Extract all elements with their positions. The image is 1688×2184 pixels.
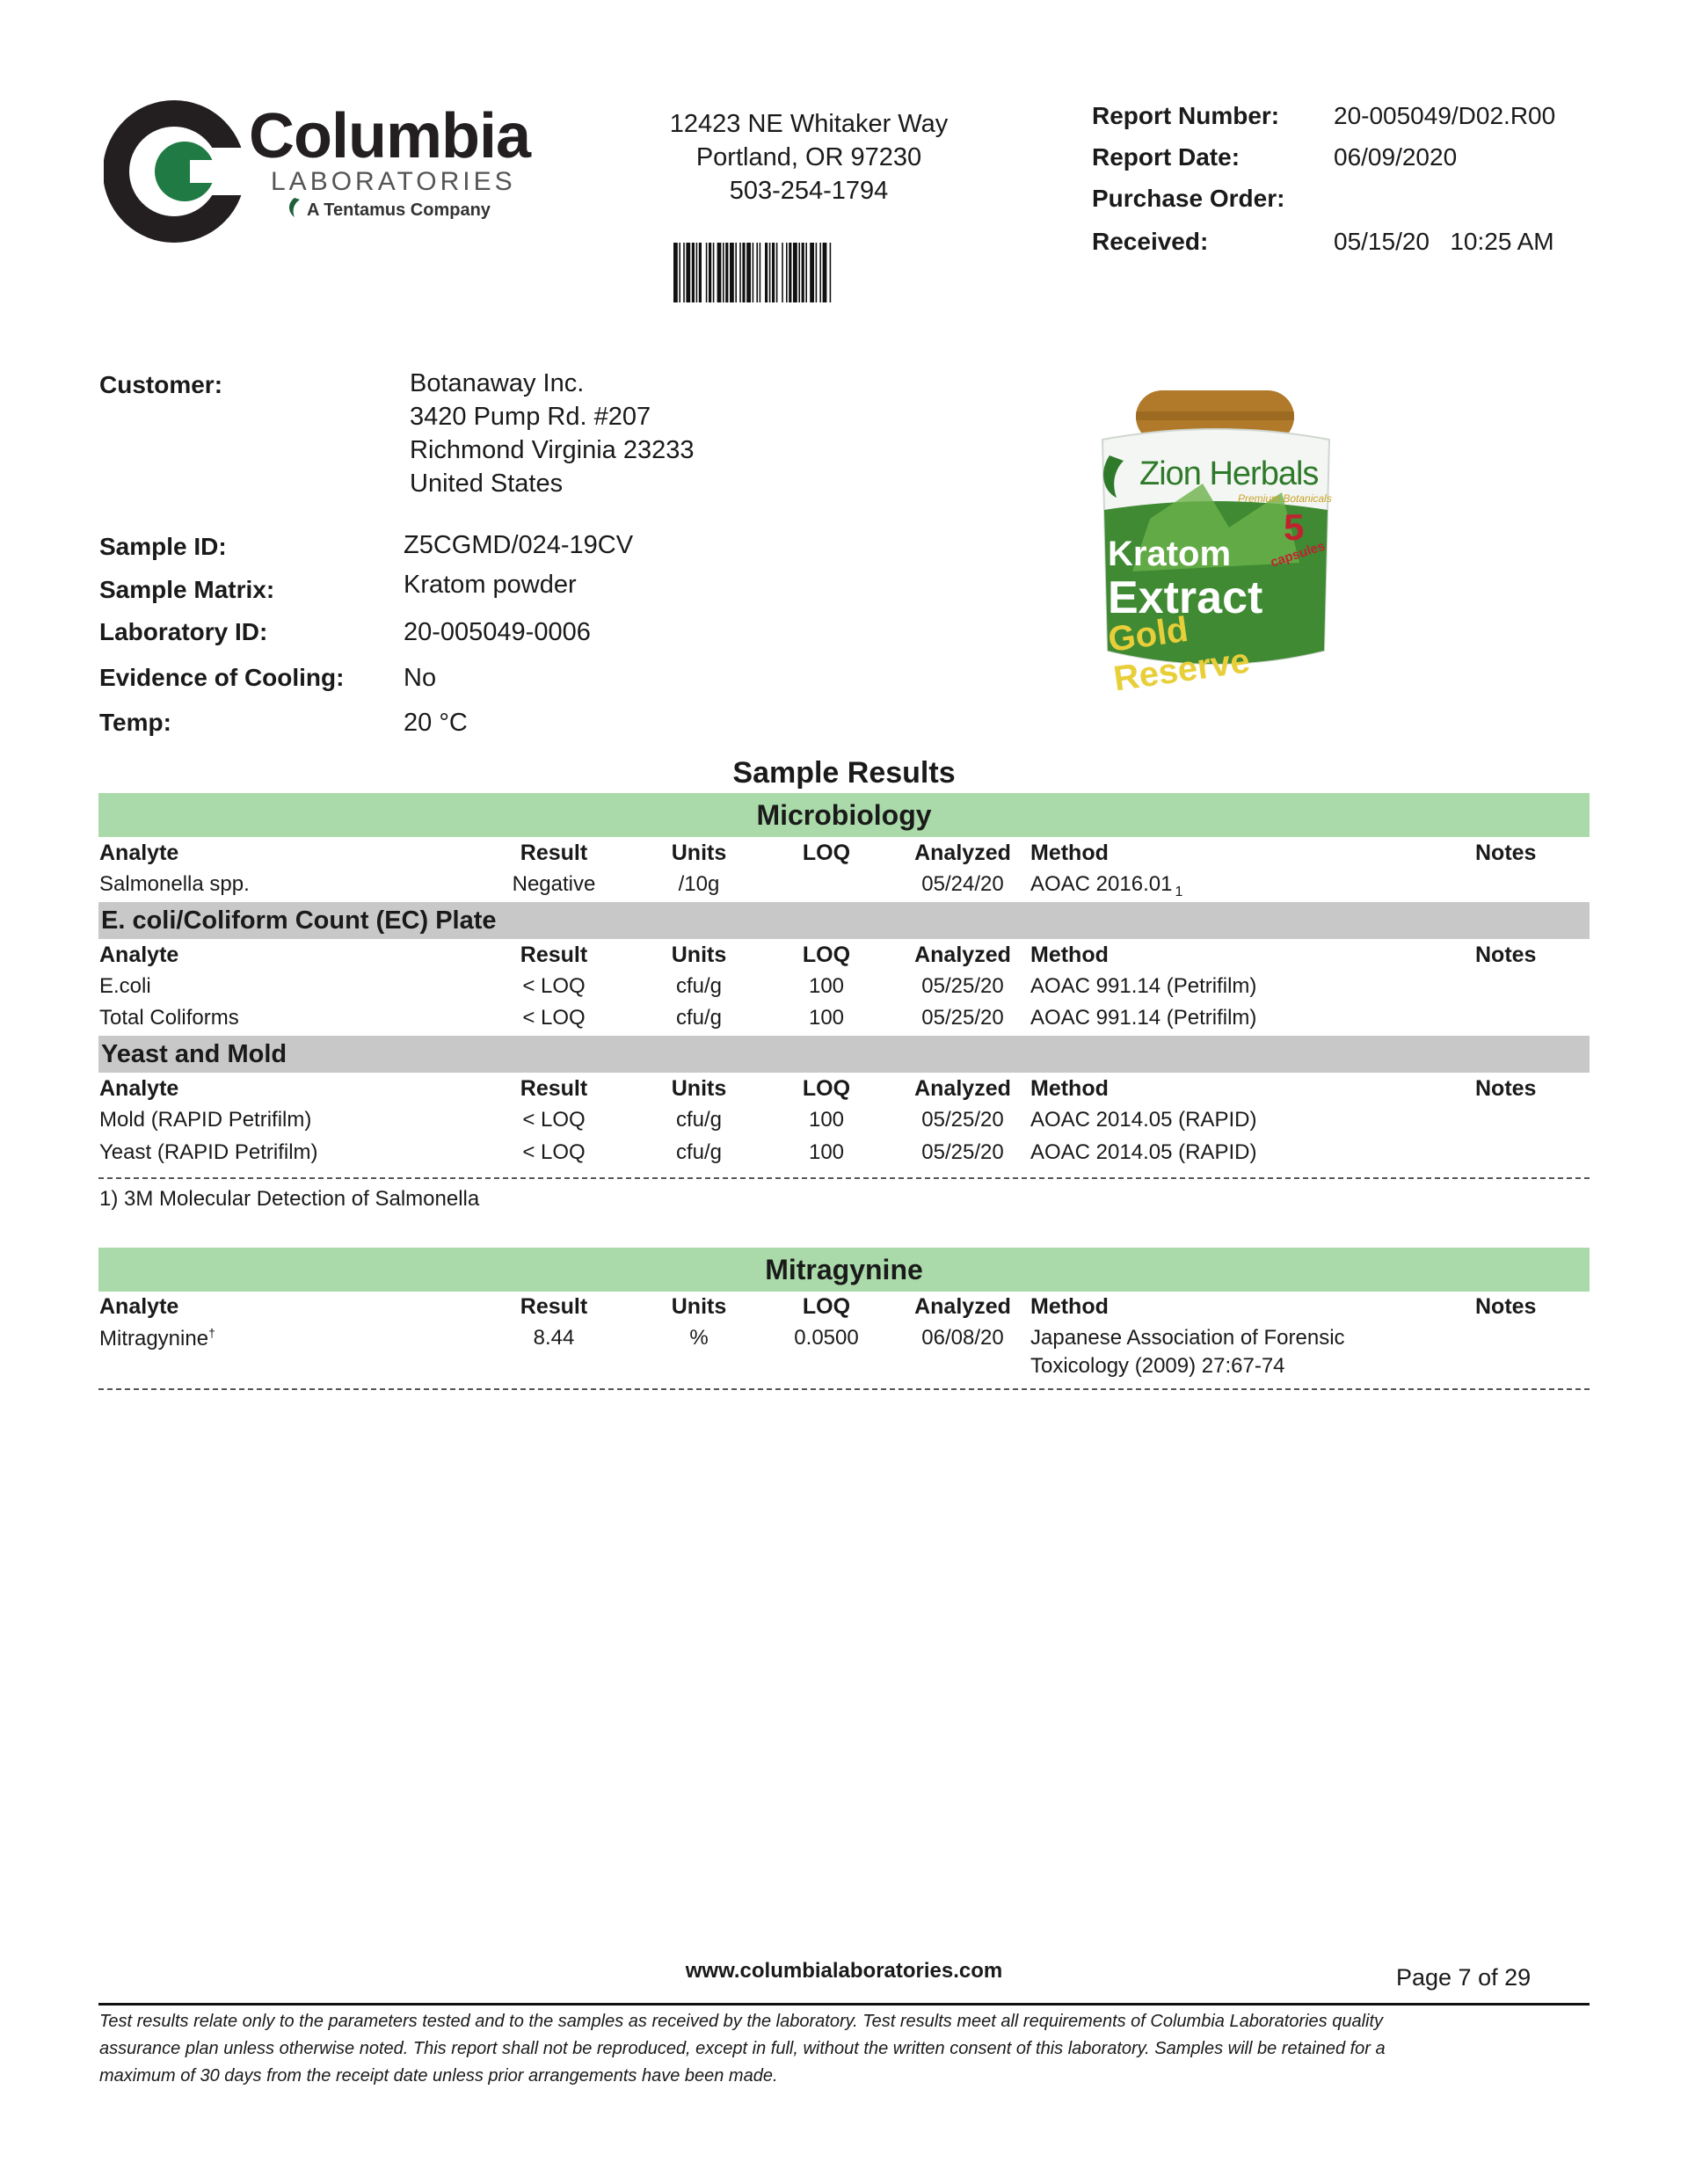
microbiology-header: Microbiology: [98, 793, 1590, 837]
barcode: [673, 243, 906, 302]
method-cell: [1030, 872, 1182, 900]
col-analyzed: Analyzed: [914, 841, 1011, 865]
logo-subtitle: LABORATORIES: [271, 167, 516, 196]
temp-label: Temp:: [99, 709, 171, 736]
units-cell: cfu/g: [675, 1006, 723, 1030]
ecoli-title: E. coli/Coliform Count (EC) Plate: [101, 906, 497, 935]
barcode-bar: [823, 243, 827, 302]
col-units: Units: [671, 841, 727, 865]
barcode-bar: [696, 243, 698, 302]
barcode-bar: [739, 243, 741, 302]
col-method: Method: [1030, 841, 1109, 865]
barcode-bar: [776, 243, 778, 302]
col-analyzed: Analyzed: [914, 943, 1011, 967]
method-cell: AOAC 2014.05 (RAPID): [1030, 1108, 1257, 1132]
laboratory-id-value: 20-005049-0006: [404, 618, 591, 646]
loq-cell: 100: [808, 1006, 845, 1030]
barcode-bar: [789, 243, 791, 302]
barcode-bar: [709, 243, 711, 302]
units-cell: cfu/g: [675, 1108, 723, 1132]
analyte-cell: Salmonella spp.: [99, 872, 250, 896]
product-photo: [1097, 387, 1335, 699]
col-loq: LOQ: [802, 943, 851, 967]
method-footnote-ref: 1: [1175, 884, 1183, 899]
ecoli-header: [98, 902, 1590, 939]
result-cell: < LOQ: [522, 1006, 586, 1030]
mitragynine-header: Mitragynine: [98, 1248, 1590, 1292]
col-result: Result: [520, 1294, 588, 1319]
loq-cell: 100: [808, 1140, 845, 1164]
address-street: 12423 NE Whitaker Way: [669, 110, 949, 138]
disclaimer-line-3: maximum of 30 days from the receipt date unless prior arrangements have been made.: [99, 2066, 778, 2086]
barcode-bar: [760, 243, 761, 302]
table-row: [0, 1006, 1688, 1034]
mitragynine-column-headers: [0, 1294, 1688, 1322]
barcode-bar: [746, 243, 751, 302]
method-line-1: Japanese Association of Forensic: [1030, 1326, 1345, 1350]
analyte-text: Mitragynine: [99, 1327, 209, 1350]
col-analyzed: Analyzed: [914, 1294, 1011, 1319]
analyte-cell: E.coli: [99, 974, 151, 998]
loq-cell: 0.0500: [794, 1326, 859, 1350]
footer-rule: [98, 2003, 1590, 2006]
col-analyte: Analyte: [99, 841, 179, 865]
yeast-mold-title: Yeast and Mold: [101, 1040, 287, 1068]
table-row: [0, 974, 1688, 1002]
table-row: [0, 1108, 1688, 1136]
barcode-bar: [819, 243, 821, 302]
barcode-bar: [830, 243, 832, 302]
disclaimer-line-2: assurance plan unless otherwise noted. This report shall not be reproduced, except in full, without the written consent of this laboratory. Samples will be retained for a: [99, 2039, 1386, 2058]
loq-cell: 100: [808, 974, 845, 998]
analyzed-cell: 05/25/20: [921, 1140, 1004, 1164]
col-result: Result: [520, 841, 588, 865]
barcode-bar: [683, 243, 685, 302]
barcode-bar: [686, 243, 690, 302]
method-cell: AOAC 2014.05 (RAPID): [1030, 1140, 1257, 1164]
barcode-bar: [810, 243, 814, 302]
barcode-bar: [793, 243, 797, 302]
product-line2: Extract: [1108, 572, 1263, 623]
customer-label: Customer:: [99, 371, 223, 398]
cooling-value: No: [404, 664, 437, 692]
col-analyte: Analyte: [99, 943, 179, 967]
logo-name: Columbia: [249, 101, 531, 171]
yeast-mold-header: [98, 1036, 1590, 1073]
table-row: [0, 1326, 1688, 1384]
report-number-value: 20-005049/D02.R00: [1334, 102, 1556, 129]
result-cell: < LOQ: [522, 1108, 586, 1132]
laboratory-id-label: Laboratory ID:: [99, 618, 268, 645]
company-logo: [104, 97, 535, 255]
analyte-dagger: †: [208, 1326, 215, 1340]
barcode-bar: [798, 243, 800, 302]
address-city: Portland, OR 97230: [695, 143, 922, 171]
page-number: Page 7 of 29: [1396, 1964, 1532, 1991]
barcode-bar: [692, 243, 695, 302]
result-cell: 8.44: [533, 1326, 575, 1350]
barcode-bar: [772, 243, 775, 302]
result-cell: Negative: [512, 872, 596, 896]
barcode-bar: [786, 243, 788, 302]
product-brand: Zion Herbals: [1139, 455, 1319, 492]
col-units: Units: [671, 943, 727, 967]
col-notes: Notes: [1475, 1294, 1537, 1319]
col-notes: Notes: [1475, 1076, 1537, 1101]
col-units: Units: [671, 1294, 727, 1319]
col-units: Units: [671, 1076, 727, 1101]
logo-tagline: A Tentamus Company: [307, 200, 491, 220]
ecoli-column-headers: [0, 943, 1688, 971]
loq-cell: 100: [808, 1108, 845, 1132]
purchase-order-label: Purchase Order:: [1092, 185, 1285, 212]
lab-address: [615, 107, 1002, 207]
temp-value: 20 °C: [404, 709, 468, 737]
col-result: Result: [520, 943, 588, 967]
units-cell: cfu/g: [675, 974, 723, 998]
col-analyzed: Analyzed: [914, 1076, 1011, 1101]
barcode-bar: [713, 243, 715, 302]
col-method: Method: [1030, 1076, 1109, 1101]
col-notes: Notes: [1475, 841, 1537, 865]
units-cell: /10g: [678, 872, 720, 896]
barcode-bar: [782, 243, 783, 302]
disclaimer-line-1: Test results relate only to the parameters tested and to the samples as received by the laboratory. Test results meet all requirements of Columbia Laboratories quality: [99, 2012, 1384, 2031]
product-count: 5: [1284, 506, 1305, 548]
cooling-label: Evidence of Cooling:: [99, 664, 345, 691]
col-analyte: Analyte: [99, 1294, 179, 1319]
method-text: AOAC 2016.01: [1030, 872, 1173, 896]
sample-matrix-value: Kratom powder: [404, 571, 577, 599]
analyte-cell: [99, 1326, 215, 1351]
sample-matrix-label: Sample Matrix:: [99, 576, 275, 603]
columbia-c-icon: [104, 97, 244, 246]
customer-city: Richmond Virginia 23233: [410, 436, 695, 464]
customer-country: United States: [410, 470, 564, 498]
received-label: Received:: [1092, 228, 1209, 255]
barcode-bar: [802, 243, 804, 302]
received-value: 05/15/20 10:25 AM: [1334, 228, 1554, 255]
barcode-bar: [742, 243, 745, 302]
col-method: Method: [1030, 943, 1109, 967]
product-line3: Gold Reserve: [1105, 609, 1253, 699]
method-cell: [1030, 1326, 1345, 1379]
barcode-bar: [706, 243, 708, 302]
units-cell: %: [689, 1326, 709, 1350]
analyte-cell: Yeast (RAPID Petrifilm): [99, 1140, 318, 1164]
col-result: Result: [520, 1076, 588, 1101]
barcode-bar: [756, 243, 758, 302]
barcode-bar: [673, 243, 678, 302]
sample-id-value: Z5CGMD/024-19CV: [404, 531, 634, 559]
result-cell: < LOQ: [522, 1140, 586, 1164]
barcode-bar: [805, 243, 807, 302]
microbiology-column-headers: [0, 841, 1688, 869]
website-link[interactable]: www.columbialaboratories.com: [685, 1959, 1003, 1983]
method-cell: AOAC 991.14 (Petrifilm): [1030, 974, 1257, 998]
disclaimer: [99, 2008, 1585, 2090]
analyte-cell: Mold (RAPID Petrifilm): [99, 1108, 312, 1132]
customer-address: [410, 369, 695, 503]
barcode-bar: [735, 243, 737, 302]
barcode-bar: [717, 243, 722, 302]
col-loq: LOQ: [802, 841, 851, 865]
product-line1: Kratom: [1108, 535, 1232, 573]
analyzed-cell: 05/24/20: [921, 872, 1004, 896]
product-brand-sub: Premium Botanicals: [1238, 492, 1332, 505]
section-divider: [98, 1177, 1590, 1179]
section-divider: [98, 1388, 1590, 1390]
analyzed-cell: 05/25/20: [921, 1006, 1004, 1030]
customer-street: 3420 Pump Rd. #207: [410, 403, 651, 431]
barcode-bar: [765, 243, 768, 302]
barcode-bar: [679, 243, 680, 302]
analyzed-cell: 05/25/20: [921, 1108, 1004, 1132]
col-method: Method: [1030, 1294, 1109, 1319]
units-cell: cfu/g: [675, 1140, 723, 1164]
address-phone: 503-254-1794: [729, 177, 889, 205]
yeast-mold-column-headers: [0, 1076, 1688, 1104]
analyzed-cell: 06/08/20: [921, 1326, 1004, 1350]
barcode-bar: [769, 243, 771, 302]
method-line-2: Toxicology (2009) 27:67-74: [1030, 1354, 1285, 1378]
table-row: [0, 872, 1688, 900]
sample-id-label: Sample ID:: [99, 533, 227, 560]
barcode-bar: [816, 243, 818, 302]
analyte-cell: Total Coliforms: [99, 1006, 239, 1030]
report-number-label: Report Number:: [1092, 102, 1280, 129]
product-count-unit: capsules: [1268, 538, 1328, 571]
col-analyte: Analyte: [99, 1076, 179, 1101]
barcode-bar: [753, 243, 754, 302]
barcode-bar: [725, 243, 728, 302]
footnote: 1) 3M Molecular Detection of Salmonella: [99, 1187, 480, 1211]
report-date-value: 06/09/2020: [1334, 143, 1458, 171]
barcode-bar: [730, 243, 734, 302]
result-cell: < LOQ: [522, 974, 586, 998]
report-date-label: Report Date:: [1092, 143, 1241, 171]
method-cell: AOAC 991.14 (Petrifilm): [1030, 1006, 1257, 1030]
results-title: Sample Results: [732, 756, 956, 790]
customer-name: Botanaway Inc.: [410, 369, 585, 397]
table-row: [0, 1140, 1688, 1168]
col-loq: LOQ: [802, 1294, 851, 1319]
analyzed-cell: 05/25/20: [921, 974, 1004, 998]
barcode-bar: [723, 243, 724, 302]
barcode-bar: [699, 243, 702, 302]
col-loq: LOQ: [802, 1076, 851, 1101]
col-notes: Notes: [1475, 943, 1537, 967]
